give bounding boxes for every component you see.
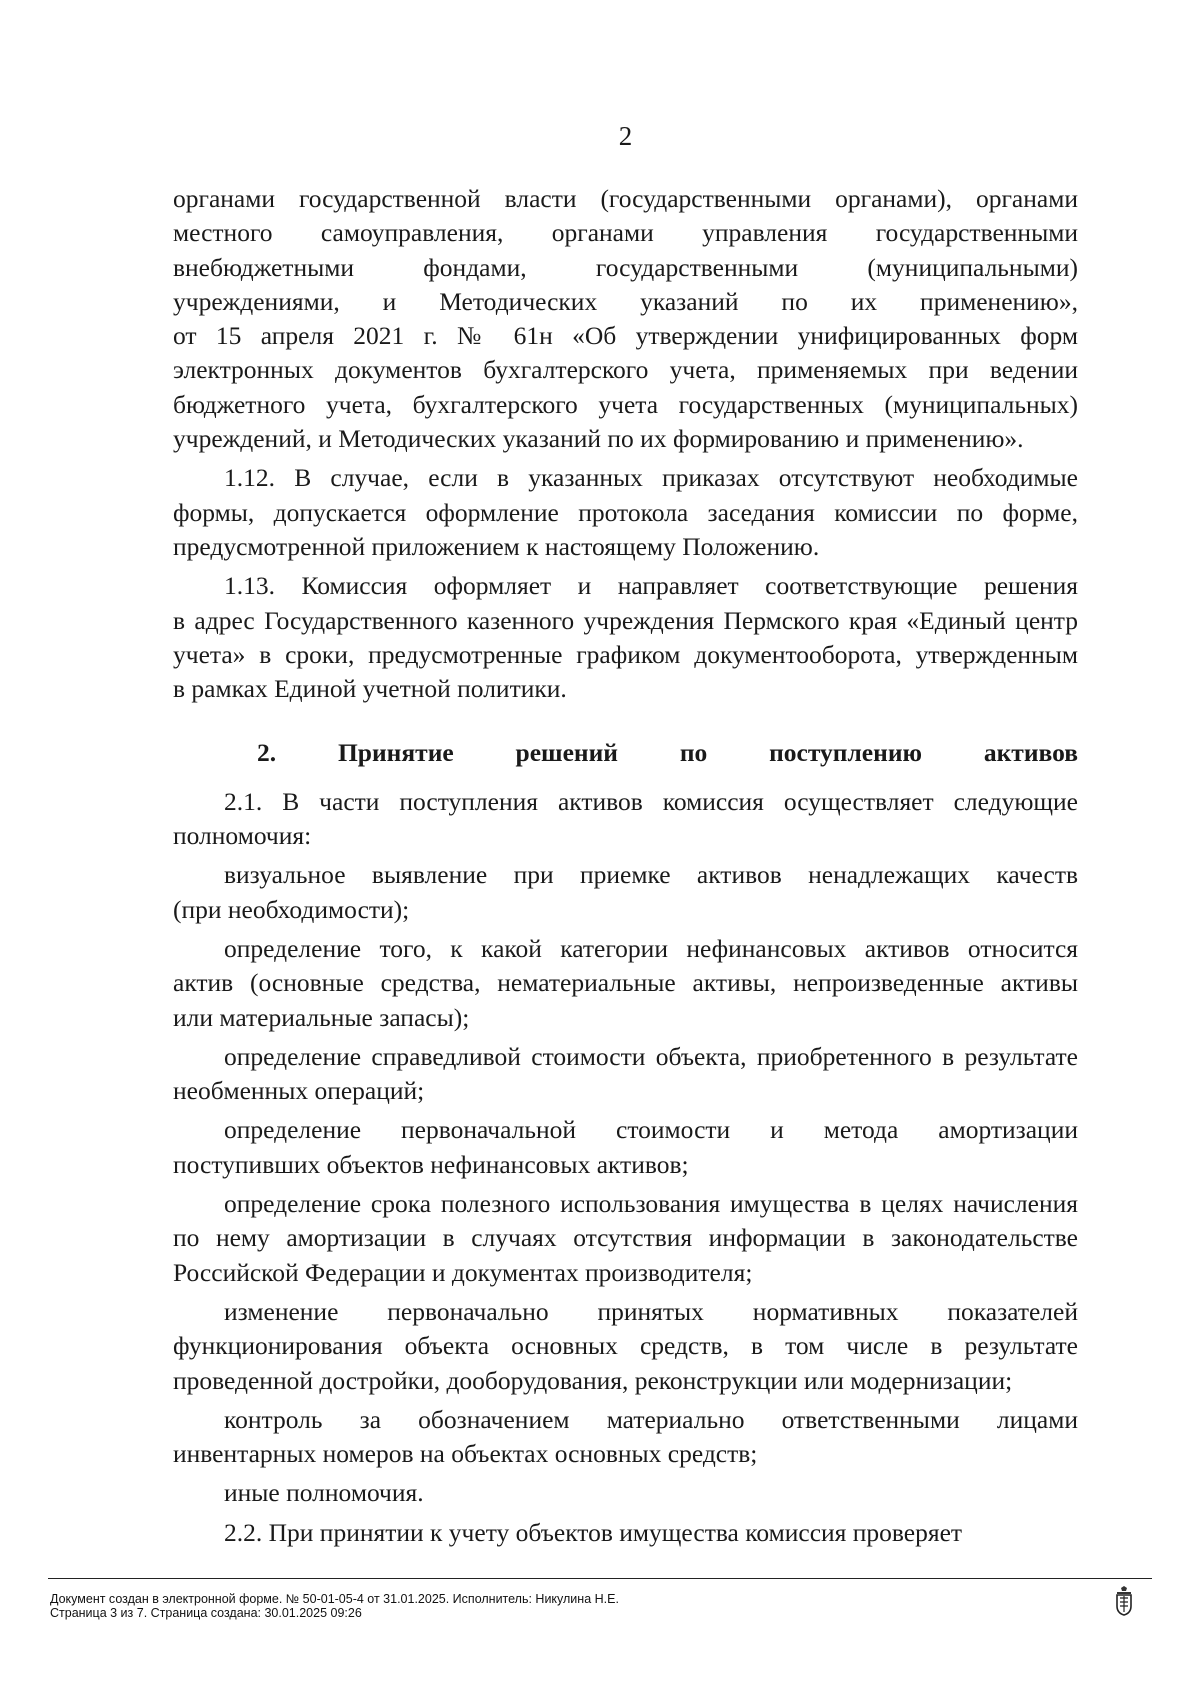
paragraphs-line: 1.12. В случае, если в указанных приказах отсутствуют необходимые xyxy=(224,463,1078,493)
paragraphs-line: от 15 апреля 2021 г. № 61н «Об утверждении унифицированных форм xyxy=(173,321,1078,351)
section_paragraphs-line: изменение первоначально принятых нормативных показателей xyxy=(224,1296,1078,1326)
paragraphs-line: учреждений, и Методических указаний по их формированию и применению». xyxy=(173,424,1024,454)
section_paragraphs-line: полномочия: xyxy=(173,821,312,851)
paragraphs-line: предусмотренной приложением к настоящему Положению. xyxy=(173,531,820,561)
section_paragraphs-line: определение справедливой стоимости объекта, приобретенного в результате xyxy=(224,1041,1078,1071)
section_paragraphs-line: или материальные запасы); xyxy=(173,1002,470,1032)
section_paragraphs-line: функционирования объекта основных средств, в том числе в результате xyxy=(173,1331,1078,1361)
paragraphs-line: формы, допускается оформление протокола заседания комиссии по форме, xyxy=(173,497,1078,527)
paragraphs-line: бюджетного учета, бухгалтерского учета государственных (муниципальных) xyxy=(173,389,1078,419)
footer-divider xyxy=(48,1578,1152,1579)
section_paragraphs-line: актив (основные средства, нематериальные активы, непроизведенные активы xyxy=(173,968,1078,998)
section_paragraphs-line: по нему амортизации в случаях отсутствия информации в законодательстве xyxy=(173,1223,1078,1253)
section_paragraphs-line: определение того, к какой категории нефинансовых активов относится xyxy=(224,933,1078,963)
paragraphs-line: местного самоуправления, органами управления государственными xyxy=(173,218,1078,248)
section-paragraphs xyxy=(173,785,1078,1550)
paragraphs-line: органами государственной власти (государственными органами), органами xyxy=(173,184,1078,213)
section_paragraphs-line: определение срока полезного использования имущества в целях начисления xyxy=(224,1189,1078,1219)
paragraphs-line: учреждениями, и Методических указаний по их применению», xyxy=(173,286,1078,316)
section_paragraphs-line: иные полномочия. xyxy=(224,1478,424,1508)
section_paragraphs-line: 2.2. При принятии к учету объектов имущества комиссия проверяет xyxy=(224,1517,963,1547)
paragraphs-line: учета» в сроки, предусмотренные графиком документооборота, утвержденным xyxy=(173,639,1078,669)
section_paragraphs-line: поступивших объектов нефинансовых активов; xyxy=(173,1149,689,1179)
section_paragraphs-line: инвентарных номеров на объектах основных средств; xyxy=(173,1439,758,1469)
paragraphs-line: электронных документов бухгалтерского учета, применяемых при ведении xyxy=(173,355,1078,385)
section_paragraphs-line: определение первоначальной стоимости и метода амортизации xyxy=(224,1115,1078,1145)
footer-line-2: Страница 3 из 7. Страница создана: 30.01.2025 09:26 xyxy=(50,1606,362,1620)
paragraphs-line: 1.13. Комиссия оформляет и направляет соответствующие решения xyxy=(224,571,1078,601)
intro-paragraphs xyxy=(173,182,1078,706)
coat-of-arms-icon xyxy=(1114,1586,1134,1616)
section_paragraphs-line: контроль за обозначением материально ответственными лицами xyxy=(224,1404,1078,1434)
page-number: 2 xyxy=(618,121,633,151)
paragraphs-line: в рамках Единой учетной политики. xyxy=(173,674,567,704)
section_paragraphs-line: 2.1. В части поступления активов комиссия осуществляет следующие xyxy=(224,786,1078,816)
footer-line-1: Документ создан в электронной форме. № 50-01-05-4 от 31.01.2025. Исполнитель: Никулина Н.Е. xyxy=(50,1592,619,1606)
document-body xyxy=(173,182,1078,1550)
section_paragraphs-line: необменных операций; xyxy=(173,1076,425,1106)
section_paragraphs-line: Российской Федерации и документах производителя; xyxy=(173,1257,753,1287)
footer xyxy=(50,1592,619,1620)
section_paragraphs-line: визуальное выявление при приемке активов ненадлежащих качеств xyxy=(224,860,1078,890)
section-title: 2. Принятие решений по поступлению активов xyxy=(257,738,1078,768)
paragraphs-line: внебюджетными фондами, государственными (муниципальными) xyxy=(173,252,1078,282)
section_paragraphs-line: (при необходимости); xyxy=(173,894,410,924)
section_paragraphs-line: проведенной достройки, дооборудования, реконструкции или модернизации; xyxy=(173,1365,1013,1395)
paragraphs-line: в адрес Государственного казенного учреждения Пермского края «Единый центр xyxy=(173,605,1078,635)
